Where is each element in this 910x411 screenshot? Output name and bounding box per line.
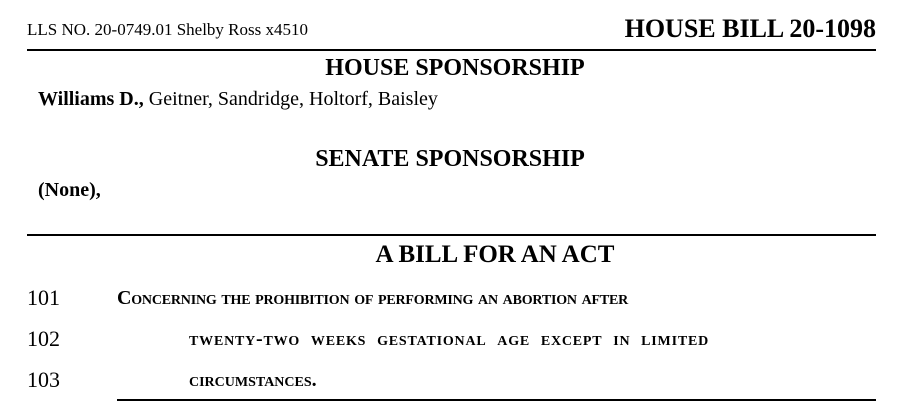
bill-title-line: Concerning the prohibition of performing an abortion after (117, 287, 629, 309)
title-underline (117, 399, 876, 401)
bill-title-line: twenty-two weeks gestational age except in limited (189, 328, 710, 350)
house-sponsorship-title: HOUSE SPONSORSHIP (325, 55, 585, 81)
act-divider (27, 234, 876, 236)
bill-title-line: circumstances. (189, 369, 317, 391)
senate-sponsors: (None), (38, 179, 101, 201)
senate-sponsorship-title: SENATE SPONSORSHIP (315, 146, 585, 172)
bill-number: HOUSE BILL 20-1098 (624, 14, 876, 43)
other-sponsors: Geitner, Sandridge, Holtorf, Baisley (143, 88, 438, 110)
house-sponsors (38, 88, 438, 111)
line-number: 101 (27, 285, 60, 310)
act-title: A BILL FOR AN ACT (375, 241, 615, 268)
lls-number: LLS NO. 20-0749.01 Shelby Ross x4510 (27, 20, 308, 39)
header-divider (27, 49, 876, 51)
line-number: 103 (27, 367, 60, 392)
line-number: 102 (27, 326, 60, 351)
lead-sponsor: Williams D., (38, 88, 144, 110)
